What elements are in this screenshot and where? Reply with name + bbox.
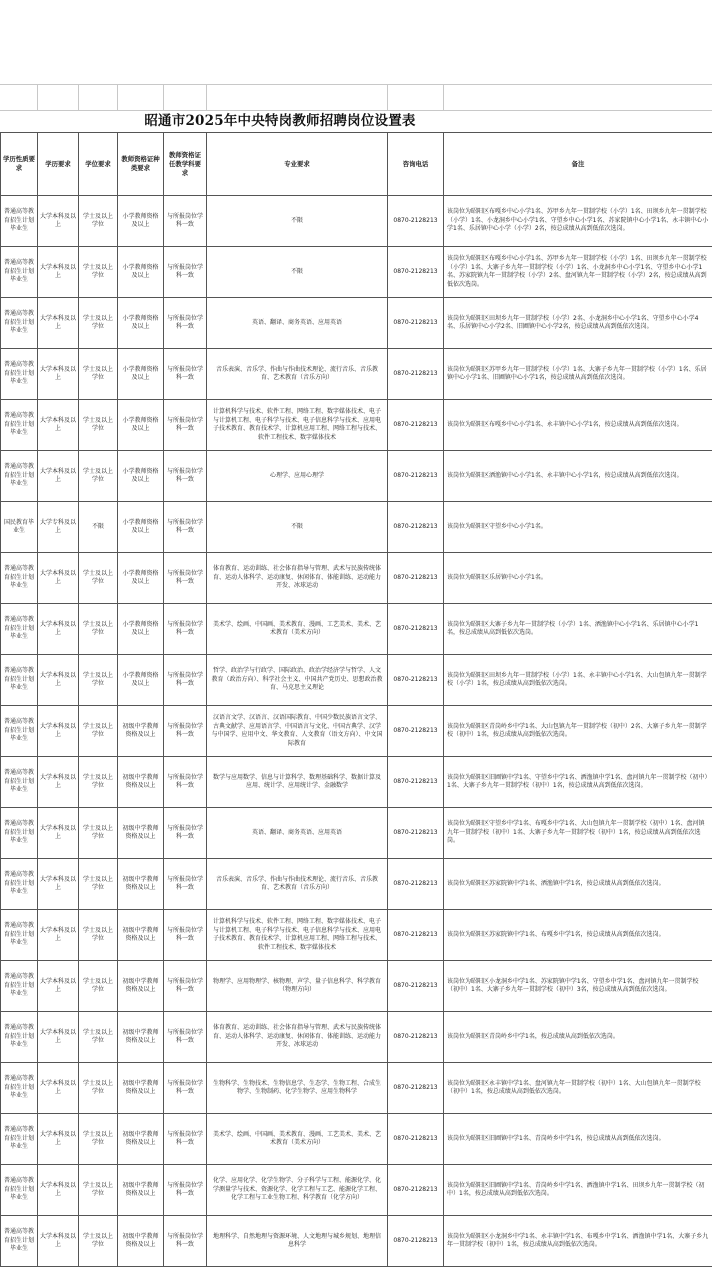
cell-cert: 初级中学教师资格及以上 bbox=[118, 706, 164, 757]
cell-nature: 普通高等教育招生计划毕业生 bbox=[1, 400, 38, 451]
cell-major: 美术学、绘画、中国画、美术教育、漫画、工艺美术、美术、艺术教育（美术方向） bbox=[207, 604, 388, 655]
cell-edu: 大学本科及以上 bbox=[38, 1012, 79, 1063]
cell-note: 该岗位为昭阳区布嘎乡中心小学1名、苏甲乡九年一贯制学校（小学）1名、田坝乡九年一贯制学校（小学）1名、大寨子乡九年一贯制学校（小学）1名、小龙洞乡中心小学1名、守望乡中心小学1名、苏家院镇九年一贯制学校（小学）2名、盘河镇九年一贯制学校（小学）2名，按总成绩从高到低依次选岗。 bbox=[444, 247, 712, 298]
cell-phone: 0870-2128213 bbox=[388, 859, 444, 910]
cell-degree: 学士及以上学位 bbox=[79, 349, 118, 400]
cell-major: 哲学、政治学与行政学、国际政治、政治学经济学与哲学、人文教育（政治方向）、科学社会主义、中国共产党历史、思想政治教育、马克思主义理论 bbox=[207, 655, 388, 706]
cell-phone: 0870-2128213 bbox=[388, 808, 444, 859]
cell-nature: 普通高等教育招生计划毕业生 bbox=[1, 808, 38, 859]
cell-major: 音乐表演、音乐学、作曲与作曲技术理论、流行音乐、音乐教育、艺术教育（音乐方向） bbox=[207, 859, 388, 910]
cell-degree: 学士及以上学位 bbox=[79, 196, 118, 247]
table-row bbox=[1, 859, 712, 910]
cell-major: 数学与应用数学、信息与计算科学、数理基础科学、数据计算及应用、统计学、应用统计学、金融数学 bbox=[207, 757, 388, 808]
cell-degree: 学士及以上学位 bbox=[79, 706, 118, 757]
table-row bbox=[1, 604, 712, 655]
cell-degree: 学士及以上学位 bbox=[79, 808, 118, 859]
cell-note: 该岗位为昭阳区大寨子乡九年一贯制学校（小学）1名、洒渔镇中心小学1名、乐居镇中心小学1名，按总成绩从高到低依次选岗。 bbox=[444, 604, 712, 655]
cell-note: 该岗位为昭阳区青岗岭乡中学1名、大山包镇九年一贯制学校（初中）2名、大寨子乡九年一贯制学校（初中）1名，按总成绩从高到低依次选岗。 bbox=[444, 706, 712, 757]
cell-edu: 大学本科及以上 bbox=[38, 1063, 79, 1114]
table-row bbox=[1, 655, 712, 706]
cell-cert: 小学教师资格及以上 bbox=[118, 655, 164, 706]
table-row bbox=[1, 706, 712, 757]
cell-edu: 大学本科及以上 bbox=[38, 400, 79, 451]
cell-edu: 大学本科及以上 bbox=[38, 859, 79, 910]
cell-phone: 0870-2128213 bbox=[388, 349, 444, 400]
cell-cert: 初级中学教师资格及以上 bbox=[118, 1216, 164, 1267]
table-row bbox=[1, 298, 712, 349]
table-row bbox=[1, 1063, 712, 1114]
cell-subject: 与所报岗位学科一致 bbox=[164, 1165, 207, 1216]
cell-edu: 大学本科及以上 bbox=[38, 961, 79, 1012]
cell-cert: 小学教师资格及以上 bbox=[118, 502, 164, 553]
cell-phone: 0870-2128213 bbox=[388, 1114, 444, 1165]
cell-degree: 学士及以上学位 bbox=[79, 247, 118, 298]
table-row bbox=[1, 553, 712, 604]
cell-cert: 小学教师资格及以上 bbox=[118, 298, 164, 349]
cell-edu: 大学本科及以上 bbox=[38, 553, 79, 604]
cell-phone: 0870-2128213 bbox=[388, 910, 444, 961]
cell-subject: 与所报岗位学科一致 bbox=[164, 859, 207, 910]
table-row bbox=[1, 910, 712, 961]
cell-major: 物理学、应用物理学、核物理、声学、量子信息科学、科学教育（物理方向） bbox=[207, 961, 388, 1012]
cell-major: 不限 bbox=[207, 502, 388, 553]
cell-nature: 普通高等教育招生计划毕业生 bbox=[1, 1012, 38, 1063]
cell-phone: 0870-2128213 bbox=[388, 1012, 444, 1063]
cell-major: 不限 bbox=[207, 247, 388, 298]
cell-cert: 初级中学教师资格及以上 bbox=[118, 910, 164, 961]
cell-nature: 国民教育毕业生 bbox=[1, 502, 38, 553]
gridline bbox=[206, 84, 207, 110]
gridline bbox=[117, 84, 118, 110]
cell-degree: 学士及以上学位 bbox=[79, 1012, 118, 1063]
cell-edu: 大学本科及以上 bbox=[38, 808, 79, 859]
cell-cert: 初级中学教师资格及以上 bbox=[118, 1165, 164, 1216]
cell-note: 该岗位为昭阳区旧圃镇中学1名、守望乡中学1名、洒渔镇中学1名、盘河镇九年一贯制学校（初中）1名、大寨子乡九年一贯制学校（初中）1名，按总成绩从高到低依次选岗。 bbox=[444, 757, 712, 808]
cell-cert: 小学教师资格及以上 bbox=[118, 553, 164, 604]
cell-edu: 大学本科及以上 bbox=[38, 1165, 79, 1216]
cell-nature: 普通高等教育招生计划毕业生 bbox=[1, 1216, 38, 1267]
cell-nature: 普通高等教育招生计划毕业生 bbox=[1, 1063, 38, 1114]
cell-note: 该岗位为昭阳区布嘎乡中心小学1名、苏甲乡九年一贯制学校（小学）1名、田坝乡九年一贯制学校（小学）1名、小龙洞乡中心小学1名、守望乡中心小学1名、苏家院镇中心小学1名、永丰镇中心小学1名、乐居镇中心小学（小学）2名，按总成绩从高到低依次选岗。 bbox=[444, 196, 712, 247]
cell-cert: 初级中学教师资格及以上 bbox=[118, 1012, 164, 1063]
cell-degree: 学士及以上学位 bbox=[79, 757, 118, 808]
header-edu: 学历要求 bbox=[38, 133, 79, 196]
cell-degree: 学士及以上学位 bbox=[79, 655, 118, 706]
cell-major: 不限 bbox=[207, 196, 388, 247]
recruitment-table bbox=[0, 132, 712, 1267]
table-row bbox=[1, 349, 712, 400]
cell-major: 英语、翻译、商务英语、应用英语 bbox=[207, 808, 388, 859]
cell-nature: 普通高等教育招生计划毕业生 bbox=[1, 298, 38, 349]
cell-major: 地理科学、自然地理与资源环境、人文地理与城乡规划、地理信息科学 bbox=[207, 1216, 388, 1267]
cell-subject: 与所报岗位学科一致 bbox=[164, 196, 207, 247]
cell-phone: 0870-2128213 bbox=[388, 757, 444, 808]
header-subject: 教师资格证任教学科要求 bbox=[164, 133, 207, 196]
cell-degree: 学士及以上学位 bbox=[79, 961, 118, 1012]
gridline bbox=[387, 84, 388, 110]
sheet-empty-row bbox=[0, 84, 712, 110]
cell-major: 化学、应用化学、化学生物学、分子科学与工程、能源化学、化学测量学与技术、资源化学、化学工程与工艺、能源化学工程、化学工程与工业生物工程、科学教育（化学方向） bbox=[207, 1165, 388, 1216]
cell-phone: 0870-2128213 bbox=[388, 247, 444, 298]
cell-subject: 与所报岗位学科一致 bbox=[164, 349, 207, 400]
cell-nature: 普通高等教育招生计划毕业生 bbox=[1, 1165, 38, 1216]
cell-major: 计算机科学与技术、软件工程、网络工程、数字媒体技术、电子与计算机工程、电子科学与技术、电子信息科学与技术、应用电子技术教育、教育技术学、计算机应用工程、网络工程与技术、软件工程技术、数字媒体技术 bbox=[207, 400, 388, 451]
cell-major: 英语、翻译、商务英语、应用英语 bbox=[207, 298, 388, 349]
cell-cert: 小学教师资格及以上 bbox=[118, 247, 164, 298]
gridline bbox=[443, 84, 444, 110]
cell-major: 体育教育、运动训练、社会体育指导与管理、武术与民族传统体育、运动人体科学、运动康复、休闲体育、体能训练、运动能力开发、冰球运动 bbox=[207, 553, 388, 604]
cell-nature: 普通高等教育招生计划毕业生 bbox=[1, 196, 38, 247]
cell-note: 该岗位为昭阳区小龙洞乡中学1名、苏家院镇中学1名、守望乡中学1名、盘河镇九年一贯制学校（初中）1名、大寨子乡九年一贯制学校（初中）3名，按总成绩从高到低依次选岗。 bbox=[444, 961, 712, 1012]
cell-phone: 0870-2128213 bbox=[388, 706, 444, 757]
cell-edu: 大学本科及以上 bbox=[38, 706, 79, 757]
cell-degree: 学士及以上学位 bbox=[79, 604, 118, 655]
header-major: 专业要求 bbox=[207, 133, 388, 196]
cell-note: 该岗位为昭阳区守望乡中心小学1名。 bbox=[444, 502, 712, 553]
cell-cert: 初级中学教师资格及以上 bbox=[118, 808, 164, 859]
cell-phone: 0870-2128213 bbox=[388, 604, 444, 655]
header-degree: 学位要求 bbox=[79, 133, 118, 196]
cell-phone: 0870-2128213 bbox=[388, 196, 444, 247]
cell-subject: 与所报岗位学科一致 bbox=[164, 655, 207, 706]
cell-subject: 与所报岗位学科一致 bbox=[164, 400, 207, 451]
cell-note: 该岗位为昭阳区旧圃镇中学1名、青岗岭乡中学1名，按总成绩从高到低依次选岗。 bbox=[444, 1114, 712, 1165]
cell-degree: 学士及以上学位 bbox=[79, 553, 118, 604]
cell-degree: 学士及以上学位 bbox=[79, 298, 118, 349]
cell-nature: 普通高等教育招生计划毕业生 bbox=[1, 349, 38, 400]
header-cert: 教师资格证种类要求 bbox=[118, 133, 164, 196]
cell-edu: 大学专科及以上 bbox=[38, 502, 79, 553]
cell-phone: 0870-2128213 bbox=[388, 655, 444, 706]
table-row bbox=[1, 757, 712, 808]
cell-major: 美术学、绘画、中国画、美术教育、漫画、工艺美术、美术、艺术教育（美术方向） bbox=[207, 1114, 388, 1165]
cell-subject: 与所报岗位学科一致 bbox=[164, 1012, 207, 1063]
cell-cert: 小学教师资格及以上 bbox=[118, 349, 164, 400]
cell-edu: 大学本科及以上 bbox=[38, 910, 79, 961]
cell-subject: 与所报岗位学科一致 bbox=[164, 910, 207, 961]
cell-nature: 普通高等教育招生计划毕业生 bbox=[1, 553, 38, 604]
cell-phone: 0870-2128213 bbox=[388, 502, 444, 553]
cell-note: 该岗位为昭阳区苏家院镇中学1名、布嘎乡中学1名，按总成绩从高到低依次选岗。 bbox=[444, 910, 712, 961]
cell-subject: 与所报岗位学科一致 bbox=[164, 1114, 207, 1165]
cell-nature: 普通高等教育招生计划毕业生 bbox=[1, 451, 38, 502]
header-nature: 学历性质要求 bbox=[1, 133, 38, 196]
cell-subject: 与所报岗位学科一致 bbox=[164, 553, 207, 604]
cell-edu: 大学本科及以上 bbox=[38, 451, 79, 502]
table-row bbox=[1, 502, 712, 553]
cell-edu: 大学本科及以上 bbox=[38, 757, 79, 808]
cell-major: 汉语言文学、汉语言、汉语国际教育、中国少数民族语言文学、古典文献学、应用语言学、中国语言与文化、中国古典学、汉学与中国学、应用中文、华文教育、人文教育（语文方向）、中文国际教育 bbox=[207, 706, 388, 757]
cell-major: 生物科学、生物技术、生物信息学、生态学、生物工程、合成生物学、生物制药、化学生物学、应用生物科学 bbox=[207, 1063, 388, 1114]
cell-degree: 学士及以上学位 bbox=[79, 1063, 118, 1114]
cell-cert: 初级中学教师资格及以上 bbox=[118, 1063, 164, 1114]
cell-nature: 普通高等教育招生计划毕业生 bbox=[1, 961, 38, 1012]
cell-degree: 学士及以上学位 bbox=[79, 1165, 118, 1216]
table-row bbox=[1, 247, 712, 298]
cell-edu: 大学本科及以上 bbox=[38, 247, 79, 298]
cell-note: 该岗位为昭阳区乐居镇中心小学1名。 bbox=[444, 553, 712, 604]
cell-subject: 与所报岗位学科一致 bbox=[164, 502, 207, 553]
cell-note: 该岗位为昭阳区青岗岭乡中学1名，按总成绩从高到低依次选岗。 bbox=[444, 1012, 712, 1063]
cell-cert: 初级中学教师资格及以上 bbox=[118, 859, 164, 910]
table-row bbox=[1, 808, 712, 859]
cell-note: 该岗位为昭阳区小龙洞乡中学1名、永丰镇中学1名、布嘎乡中学1名、洒渔镇中学1名、大寨子乡九年一贯制学校（初中）1名，按总成绩从高到低依次选岗。 bbox=[444, 1216, 712, 1267]
cell-phone: 0870-2128213 bbox=[388, 1216, 444, 1267]
cell-nature: 普通高等教育招生计划毕业生 bbox=[1, 757, 38, 808]
cell-edu: 大学本科及以上 bbox=[38, 604, 79, 655]
cell-note: 该岗位为昭阳区洒渔镇中心小学1名、永丰镇中心小学1名，按总成绩从高到低依次选岗。 bbox=[444, 451, 712, 502]
cell-nature: 普通高等教育招生计划毕业生 bbox=[1, 1114, 38, 1165]
cell-degree: 不限 bbox=[79, 502, 118, 553]
table-row bbox=[1, 400, 712, 451]
cell-phone: 0870-2128213 bbox=[388, 553, 444, 604]
cell-major: 心理学、应用心理学 bbox=[207, 451, 388, 502]
table-row bbox=[1, 1216, 712, 1267]
cell-nature: 普通高等教育招生计划毕业生 bbox=[1, 247, 38, 298]
gridline bbox=[163, 84, 164, 110]
cell-note: 该岗位为昭阳区田坝乡九年一贯制学校（小学）1名、永丰镇中心小学1名、大山包镇九年一贯制学校（小学）1名，按总成绩从高到低依次选岗。 bbox=[444, 655, 712, 706]
cell-subject: 与所报岗位学科一致 bbox=[164, 451, 207, 502]
cell-subject: 与所报岗位学科一致 bbox=[164, 757, 207, 808]
cell-degree: 学士及以上学位 bbox=[79, 451, 118, 502]
cell-subject: 与所报岗位学科一致 bbox=[164, 1063, 207, 1114]
cell-nature: 普通高等教育招生计划毕业生 bbox=[1, 604, 38, 655]
cell-phone: 0870-2128213 bbox=[388, 961, 444, 1012]
cell-edu: 大学本科及以上 bbox=[38, 1114, 79, 1165]
cell-edu: 大学本科及以上 bbox=[38, 196, 79, 247]
cell-edu: 大学本科及以上 bbox=[38, 655, 79, 706]
cell-note: 该岗位为昭阳区守望乡中学1名、布嘎乡中学1名、大山包镇九年一贯制学校（初中）1名、盘河镇九年一贯制学校（初中）1名、大寨子乡九年一贯制学校（初中）1名，按总成绩从高到低依次选岗。 bbox=[444, 808, 712, 859]
table-row bbox=[1, 451, 712, 502]
table-row bbox=[1, 961, 712, 1012]
cell-major: 音乐表演、音乐学、作曲与作曲技术理论、流行音乐、音乐教育、艺术教育（音乐方向） bbox=[207, 349, 388, 400]
cell-subject: 与所报岗位学科一致 bbox=[164, 604, 207, 655]
cell-phone: 0870-2128213 bbox=[388, 1165, 444, 1216]
cell-phone: 0870-2128213 bbox=[388, 451, 444, 502]
cell-note: 该岗位为昭阳区永丰镇中学1名、盘河镇九年一贯制学校（初中）1名、大山包镇九年一贯制学校（初中）1名，按总成绩从高到低依次选岗。 bbox=[444, 1063, 712, 1114]
gridline bbox=[78, 84, 79, 110]
cell-cert: 小学教师资格及以上 bbox=[118, 451, 164, 502]
cell-edu: 大学本科及以上 bbox=[38, 349, 79, 400]
cell-subject: 与所报岗位学科一致 bbox=[164, 808, 207, 859]
cell-cert: 小学教师资格及以上 bbox=[118, 196, 164, 247]
cell-degree: 学士及以上学位 bbox=[79, 910, 118, 961]
header-phone: 咨询电话 bbox=[388, 133, 444, 196]
cell-cert: 初级中学教师资格及以上 bbox=[118, 1114, 164, 1165]
cell-degree: 学士及以上学位 bbox=[79, 1114, 118, 1165]
cell-nature: 普通高等教育招生计划毕业生 bbox=[1, 910, 38, 961]
cell-phone: 0870-2128213 bbox=[388, 298, 444, 349]
table-row bbox=[1, 1114, 712, 1165]
cell-subject: 与所报岗位学科一致 bbox=[164, 298, 207, 349]
cell-nature: 普通高等教育招生计划毕业生 bbox=[1, 655, 38, 706]
cell-cert: 小学教师资格及以上 bbox=[118, 604, 164, 655]
cell-note: 该岗位为昭阳区布嘎乡中心小学1名、永丰镇中心小学1名，按总成绩从高到低依次选岗。 bbox=[444, 400, 712, 451]
cell-cert: 初级中学教师资格及以上 bbox=[118, 961, 164, 1012]
cell-nature: 普通高等教育招生计划毕业生 bbox=[1, 859, 38, 910]
table-row bbox=[1, 1012, 712, 1063]
cell-edu: 大学本科及以上 bbox=[38, 1216, 79, 1267]
cell-subject: 与所报岗位学科一致 bbox=[164, 706, 207, 757]
cell-phone: 0870-2128213 bbox=[388, 400, 444, 451]
cell-note: 该岗位为昭阳区苏家院镇中学1名、洒渔镇中学1名，按总成绩从高到低依次选岗。 bbox=[444, 859, 712, 910]
cell-edu: 大学本科及以上 bbox=[38, 298, 79, 349]
cell-degree: 学士及以上学位 bbox=[79, 400, 118, 451]
sheet-title: 昭通市2025年中央特岗教师招聘岗位设置表 bbox=[117, 110, 443, 132]
cell-cert: 小学教师资格及以上 bbox=[118, 400, 164, 451]
header-note: 备注 bbox=[444, 133, 712, 196]
cell-note: 该岗位为昭阳区苏甲乡九年一贯制学校（小学）1名、大寨子乡九年一贯制学校（小学）1名、乐居镇中心小学1名、旧圃镇中心小学1名，按总成绩从高到低依次选岗。 bbox=[444, 349, 712, 400]
cell-phone: 0870-2128213 bbox=[388, 1063, 444, 1114]
cell-subject: 与所报岗位学科一致 bbox=[164, 247, 207, 298]
gridline bbox=[0, 84, 712, 85]
cell-major: 体育教育、运动训练、社会体育指导与管理、武术与民族传统体育、运动人体科学、运动康复、休闲体育、体能训练、运动能力开发、冰球运动 bbox=[207, 1012, 388, 1063]
cell-subject: 与所报岗位学科一致 bbox=[164, 1216, 207, 1267]
cell-major: 计算机科学与技术、软件工程、网络工程、数字媒体技术、电子与计算机工程、电子科学与技术、电子信息科学与技术、应用电子技术教育、教育技术学、计算机应用工程、网络工程与技术、软件工程技术、数字媒体技术 bbox=[207, 910, 388, 961]
cell-nature: 普通高等教育招生计划毕业生 bbox=[1, 706, 38, 757]
table-row bbox=[1, 1165, 712, 1216]
table-row bbox=[1, 196, 712, 247]
cell-note: 该岗位为昭阳区田坝乡九年一贯制学校（小学）2名、小龙洞乡中心小学1名、守望乡中心小学4名、乐居镇中心小学2名、旧圃镇中心小学2名，按总成绩从高到低依次选岗。 bbox=[444, 298, 712, 349]
cell-cert: 初级中学教师资格及以上 bbox=[118, 757, 164, 808]
header-row bbox=[1, 133, 712, 196]
cell-note: 该岗位为昭阳区旧圃镇中学1名、青岗岭乡中学1名、洒渔镇中学1名、田坝乡九年一贯制学校（初中）1名，按总成绩从高到低依次选岗。 bbox=[444, 1165, 712, 1216]
cell-degree: 学士及以上学位 bbox=[79, 859, 118, 910]
cell-subject: 与所报岗位学科一致 bbox=[164, 961, 207, 1012]
cell-degree: 学士及以上学位 bbox=[79, 1216, 118, 1267]
gridline bbox=[37, 84, 38, 110]
